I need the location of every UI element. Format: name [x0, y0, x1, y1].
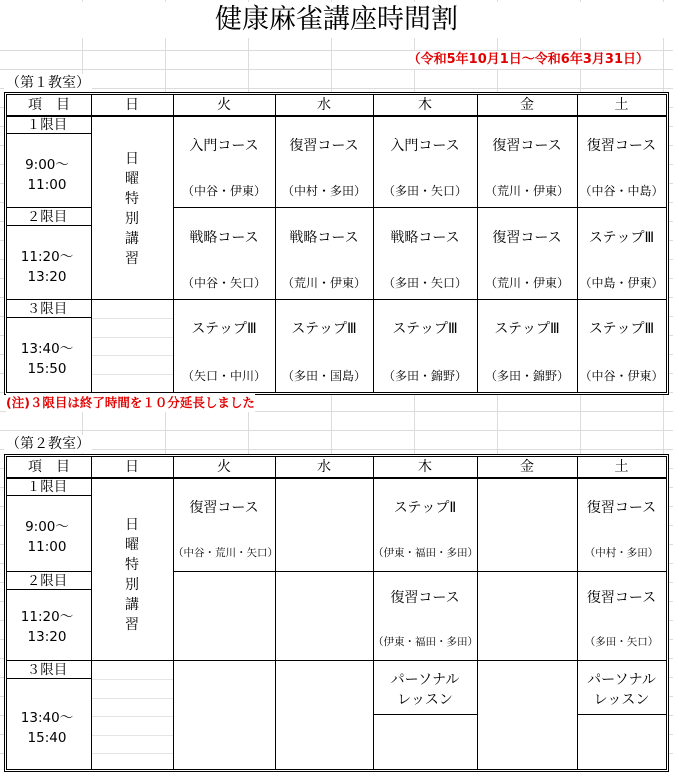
r2-p3-thu-course: パーソナル レッスン [390, 672, 460, 708]
r1-p3-sat-teachers: （中谷・伊東） [579, 369, 664, 383]
period2-label: ２限目 [26, 209, 68, 225]
room1-timetable [4, 92, 669, 395]
period3-label: ３限目 [26, 301, 68, 317]
header-thu: 木 [418, 459, 432, 475]
r1-p1-tue-teachers: （中谷・伊東） [181, 184, 266, 198]
period2-start: 11:20～ [20, 249, 74, 265]
header-tue: 火 [217, 459, 231, 475]
period2-end: 13:20 [27, 269, 67, 285]
r1-p1-thu-teachers: （多田・矢口） [382, 184, 467, 198]
r1-p1-fri-course: 復習コース [492, 138, 562, 154]
header-sat: 土 [614, 459, 629, 475]
period2-end: 13:20 [27, 629, 67, 645]
r1-p3-thu-teachers: （多田・錦野） [382, 369, 467, 383]
period2-start: 11:20～ [20, 609, 74, 625]
period3-label: ３限目 [26, 662, 68, 678]
r2-p1-thu-teachers: （伊東・福田・多田） [373, 547, 478, 559]
r1-p2-wed-teachers: （荒川・伊東） [281, 276, 366, 290]
header-item: 項 目 [28, 459, 70, 475]
r2-p1-tue-course: 復習コース [189, 500, 259, 516]
r1-p1-thu-course: 入門コース [390, 138, 460, 154]
r1-p3-wed-course: ステップⅢ [291, 321, 357, 337]
period3-end: 15:40 [27, 730, 67, 746]
header-wed: 水 [317, 459, 331, 475]
r1-p2-thu-course: 戦略コース [390, 230, 460, 246]
room1-label: （第１教室） [6, 75, 90, 91]
r2-p1-thu-course: ステップⅡ [393, 500, 457, 516]
r1-p1-wed-course: 復習コース [289, 138, 359, 154]
header-item: 項 目 [28, 97, 70, 113]
page-title: 健康麻雀講座時間割 [0, 2, 673, 38]
r1-p2-tue-teachers: （中谷・矢口） [181, 276, 266, 290]
r1-p3-thu-course: ステップⅢ [392, 321, 458, 337]
r1-p2-fri-course: 復習コース [492, 230, 562, 246]
r1-p1-sat-course: 復習コース [586, 138, 657, 154]
r2-p1-sat-teachers: （中村・多田） [584, 547, 659, 559]
r2-p2-thu-course: 復習コース [390, 590, 460, 606]
period2-label: ２限目 [26, 573, 68, 589]
header-wed: 水 [317, 97, 331, 113]
r1-p2-tue-course: 戦略コース [189, 230, 259, 246]
room2-label: （第２教室） [6, 436, 90, 452]
period1-end: 11:00 [27, 177, 67, 193]
valid-period: （令和5年10月1日～令和6年3月31日） [407, 52, 649, 67]
header-thu: 木 [418, 97, 432, 113]
r1-p2-sat-course: ステップⅢ [588, 230, 655, 246]
period1-start: 9:00～ [25, 157, 69, 173]
period1-label: １限目 [26, 117, 68, 133]
header-sun: 日 [125, 459, 139, 475]
sunday-special-label: 日 曜 特 別 講 習 [125, 151, 139, 267]
period3-start: 13:40～ [20, 710, 74, 726]
r1-p1-sat-teachers: （中谷・中島） [579, 184, 664, 198]
period3-end: 15:50 [27, 361, 67, 377]
r2-p2-thu-teachers: （伊東・福田・多田） [373, 636, 478, 648]
r1-p3-sat-course: ステップⅢ [588, 321, 655, 337]
r1-p2-wed-course: 戦略コース [289, 230, 359, 246]
sunday-special-label: 日 曜 特 別 講 習 [125, 517, 139, 633]
r1-p3-tue-course: ステップⅢ [191, 321, 257, 337]
period1-start: 9:00～ [25, 519, 69, 535]
period1-end: 11:00 [27, 539, 67, 555]
period3-start: 13:40～ [20, 341, 74, 357]
r1-p3-fri-course: ステップⅢ [494, 321, 560, 337]
r1-p2-sat-teachers: （中島・伊東） [579, 276, 664, 290]
r1-p1-tue-course: 入門コース [189, 138, 259, 154]
r1-p3-fri-teachers: （多田・錦野） [484, 369, 569, 383]
r2-p1-sat-course: 復習コース [586, 500, 657, 516]
r2-p2-sat-teachers: （多田・矢口） [584, 636, 659, 648]
r1-p2-fri-teachers: （荒川・伊東） [484, 276, 569, 290]
r1-p3-wed-teachers: （多田・国島） [281, 369, 366, 383]
header-fri: 金 [520, 97, 534, 113]
header-tue: 火 [217, 97, 231, 113]
schedule-note: (注)３限目は終了時間を１０分延長しました [6, 395, 255, 410]
header-sun: 日 [125, 97, 139, 113]
r1-p3-tue-teachers: （矢口・中川） [181, 369, 266, 383]
r2-p1-tue-teachers: （中谷・荒川・矢口） [173, 547, 278, 559]
r1-p2-thu-teachers: （多田・矢口） [382, 276, 467, 290]
r1-p1-fri-teachers: （荒川・伊東） [484, 184, 569, 198]
r2-p2-sat-course: 復習コース [586, 590, 657, 606]
r2-p3-sat-course: パーソナル レッスン [587, 672, 656, 708]
header-fri: 金 [520, 459, 534, 475]
header-sat: 土 [614, 97, 629, 113]
period1-label: １限目 [26, 479, 68, 495]
room2-timetable [4, 454, 669, 772]
r1-p1-wed-teachers: （中村・多田） [281, 184, 366, 198]
